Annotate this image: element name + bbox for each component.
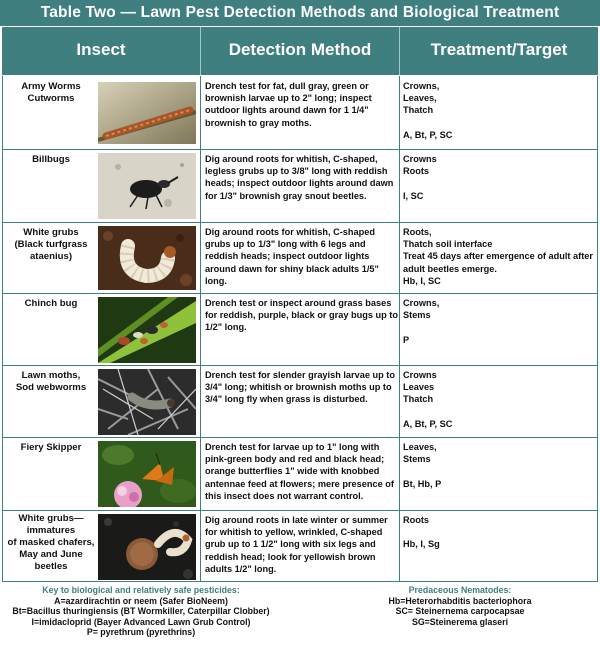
treatment-line: A, Bt, P, SC bbox=[403, 129, 453, 140]
pesticide-key-line: P= pyrethrum (pyrethrins) bbox=[86, 627, 196, 638]
table-body bbox=[2, 76, 598, 582]
detection-text: Dig around roots for whitish, C-shaped grubs up to 1/3" long with 6 legs and reddish heads; inspect outdoor lights around dawn for shiny black adults 1/5" long. bbox=[205, 227, 379, 286]
insect-name: White grubs— immatures of masked chafers, May and June beetles bbox=[7, 513, 95, 572]
table-row bbox=[3, 510, 597, 582]
insect-name: White grubs (Black turfgrass ataenius) bbox=[14, 227, 88, 262]
detection-text: Drench test for larvae up to 1" long with pink-green body and red and black head; orange butterflies 1" wide with knobbed antennae feed at flowers; mere presence of this insect does not warrant control. bbox=[205, 442, 394, 501]
table-row bbox=[3, 149, 597, 223]
treatment-list bbox=[403, 80, 595, 141]
insect-name: Fiery Skipper bbox=[20, 442, 82, 453]
treatment-list bbox=[403, 441, 595, 490]
table-title: Table Two — Lawn Pest Detection Methods and Biological Treatment bbox=[0, 0, 600, 26]
nematode-key-heading: Predaceous Nematodes: bbox=[408, 585, 512, 595]
treatment-line bbox=[403, 406, 595, 418]
treatment-list bbox=[403, 153, 595, 202]
detection-text: Drench test for fat, dull gray, green or brownish larvae up to 2" long; inspect outdoor lights around dawn for 1 1/4" brownish to gray moths. bbox=[205, 81, 372, 128]
treatment-line: A, Bt, P, SC bbox=[403, 418, 453, 429]
insect-name: Billbugs bbox=[32, 154, 70, 165]
sod-webworm-photo bbox=[98, 369, 196, 435]
treatment-list bbox=[403, 514, 595, 551]
detection-text: Drench test or inspect around grass bases for reddish, purple, black or gray bugs up to 1/2" long. bbox=[205, 298, 398, 333]
table-row bbox=[3, 365, 597, 438]
header-insect: Insect bbox=[2, 27, 201, 75]
caterpillar-photo bbox=[98, 82, 196, 144]
detection-text: Dig around roots in late winter or summer for whitish to yellow, wrinkled, C-shaped grub up to 1 1/2" long with six legs and reddish head; look for yellowish brown adults 1/2" long. bbox=[205, 515, 388, 574]
pesticide-key-heading: Key to biological and relatively safe pesticides: bbox=[42, 585, 240, 595]
pesticide-key-line: I=imidacloprid (Bayer Advanced Lawn Grub Control) bbox=[31, 616, 251, 627]
treatment-line: Crowns, bbox=[403, 81, 440, 91]
nematode-key bbox=[360, 585, 560, 627]
treatment-line bbox=[403, 321, 595, 333]
treatment-list bbox=[403, 297, 595, 346]
treatment-line bbox=[403, 177, 595, 189]
pesticide-key-line: Bt=Bacillus thuringiensis (BT Wormkiller, Caterpillar Clobber) bbox=[12, 606, 270, 617]
treatment-line bbox=[403, 526, 595, 538]
nematode-key-line: SC= Steinernema carpocapsae bbox=[395, 606, 525, 617]
nematode-key-line: Hb=Heterorhabditis bacteriophora bbox=[388, 595, 532, 606]
treatment-line: P bbox=[403, 334, 410, 345]
chinch-bug-photo bbox=[98, 297, 196, 363]
fiery-skipper-photo bbox=[98, 441, 196, 507]
treatment-line: Hb, I, Sg bbox=[403, 539, 440, 550]
treatment-line: Hb, I, SC bbox=[403, 275, 441, 286]
treatment-line: Roots bbox=[403, 166, 430, 177]
treatment-line: Roots, bbox=[403, 227, 432, 237]
treatment-list bbox=[403, 369, 595, 430]
insect-name: Chinch bug bbox=[24, 298, 78, 309]
treatment-line: Crowns bbox=[403, 154, 437, 164]
treatment-line: Leaves, bbox=[403, 442, 437, 452]
detection-text: Dig around roots for whitish, C-shaped, legless grubs up to 3/8" long with reddish heads; inspect outdoor lights around dawn for 1/3" brownish gray snout beetles. bbox=[205, 154, 394, 201]
billbug-photo bbox=[98, 153, 196, 219]
insect-name: Lawn moths, Sod webworms bbox=[15, 370, 87, 393]
header-detection-method: Detection Method bbox=[201, 27, 400, 75]
treatment-line: Stems bbox=[403, 454, 431, 465]
table-row bbox=[3, 437, 597, 511]
treatment-line: Crowns bbox=[403, 370, 437, 380]
treatment-line: Leaves, bbox=[403, 93, 437, 104]
treatment-line: Bt, Hb, P bbox=[403, 478, 442, 489]
table-header bbox=[2, 27, 598, 75]
treatment-line: Thatch bbox=[403, 394, 434, 405]
treatment-line: Thatch soil interface bbox=[403, 239, 493, 250]
detection-text: Drench test for slender grayish larvae up to 3/4" long; whitish or brownish moths up to 3/4" long fly when grass is disturbed. bbox=[205, 370, 395, 405]
table-row bbox=[3, 222, 597, 294]
masked-chafer-grub-photo bbox=[98, 514, 196, 580]
treatment-line bbox=[403, 465, 595, 477]
treatment-line: Leaves bbox=[403, 382, 435, 393]
treatment-line: Thatch bbox=[403, 105, 434, 116]
treatment-line: I, SC bbox=[403, 190, 424, 201]
pesticide-key bbox=[6, 585, 276, 638]
pesticide-key-line: A=azardirachtin or neem (Safer BioNeem) bbox=[54, 595, 228, 606]
treatment-line: Treat 45 days after emergence of adult after adult beetles emerge. bbox=[403, 251, 593, 274]
white-grub-photo bbox=[98, 226, 196, 290]
treatment-line: Crowns, bbox=[403, 298, 440, 308]
treatment-line bbox=[403, 117, 595, 129]
nematode-key-line: SG=Steinerema glaseri bbox=[411, 616, 509, 627]
treatment-line: Roots bbox=[403, 515, 430, 525]
table-row bbox=[3, 293, 597, 366]
treatment-list bbox=[403, 226, 595, 287]
header-treatment-target: Treatment/Target bbox=[430, 40, 568, 59]
table-row bbox=[3, 76, 597, 149]
insect-name: Army Worms Cutworms bbox=[21, 81, 81, 104]
treatment-line: Stems bbox=[403, 310, 431, 321]
